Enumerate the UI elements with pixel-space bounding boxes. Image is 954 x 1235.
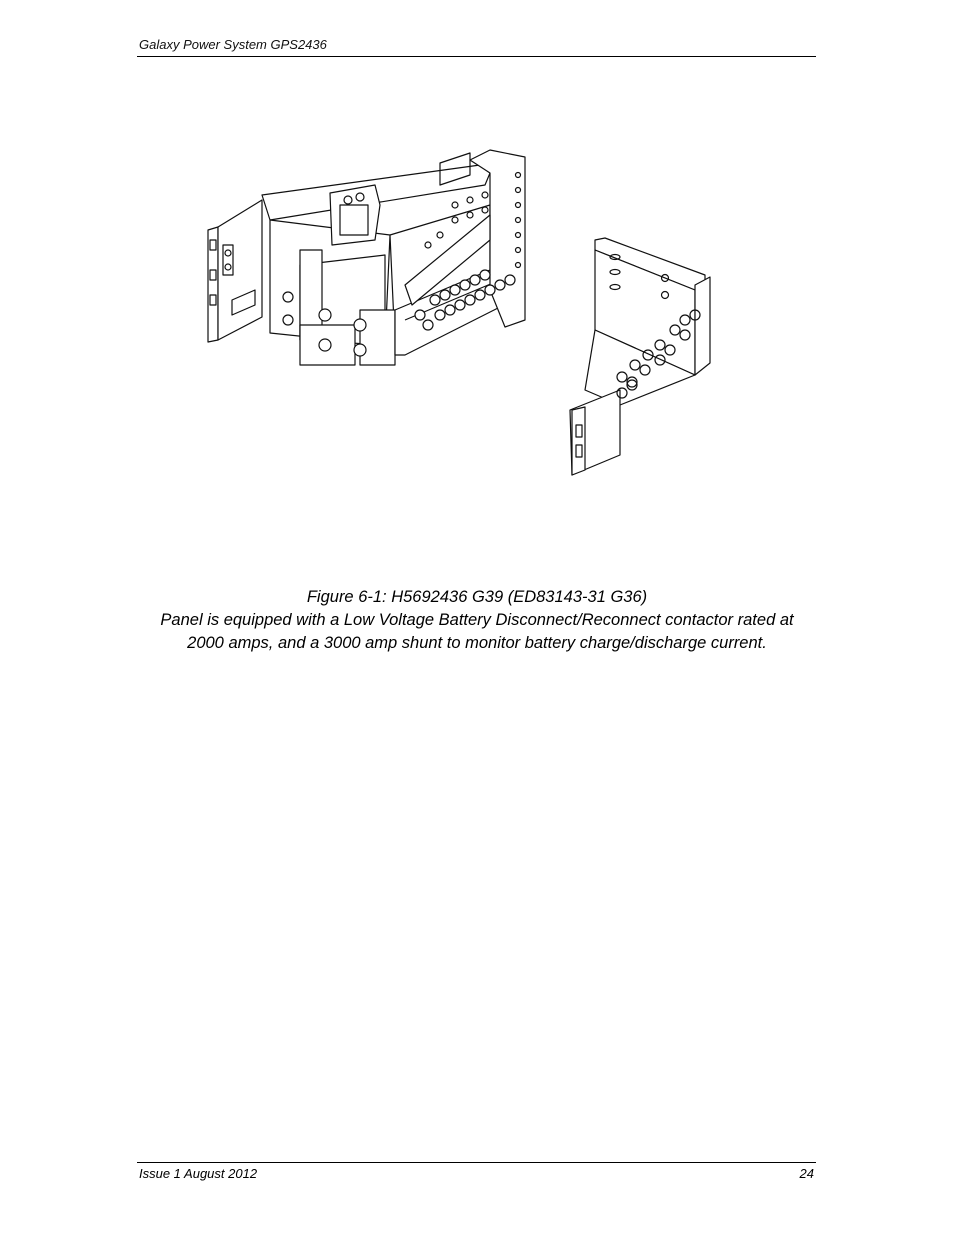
figure-caption [137,586,817,655]
footer-issue-date: Issue 1 August 2012 [139,1166,258,1181]
separate-bracket [570,238,710,475]
panel-line-drawing [200,145,740,480]
caption-description-line-1: Panel is equipped with a Low Voltage Battery Disconnect/Reconnect contactor rated at [160,611,794,629]
header-rule [137,56,816,57]
left-mounting-ear [208,200,262,342]
footer-page-number: 24 [799,1166,814,1181]
panel-drawing-figure [200,145,740,480]
caption-title: Figure 6-1: H5692436 G39 (ED83143-31 G36) [306,588,648,606]
footer-rule [137,1162,816,1163]
caption-description-line-2: 2000 amps, and a 3000 amp shunt to monitor battery charge/discharge current. [187,634,767,652]
page-header-title: Galaxy Power System GPS2436 [139,37,327,52]
